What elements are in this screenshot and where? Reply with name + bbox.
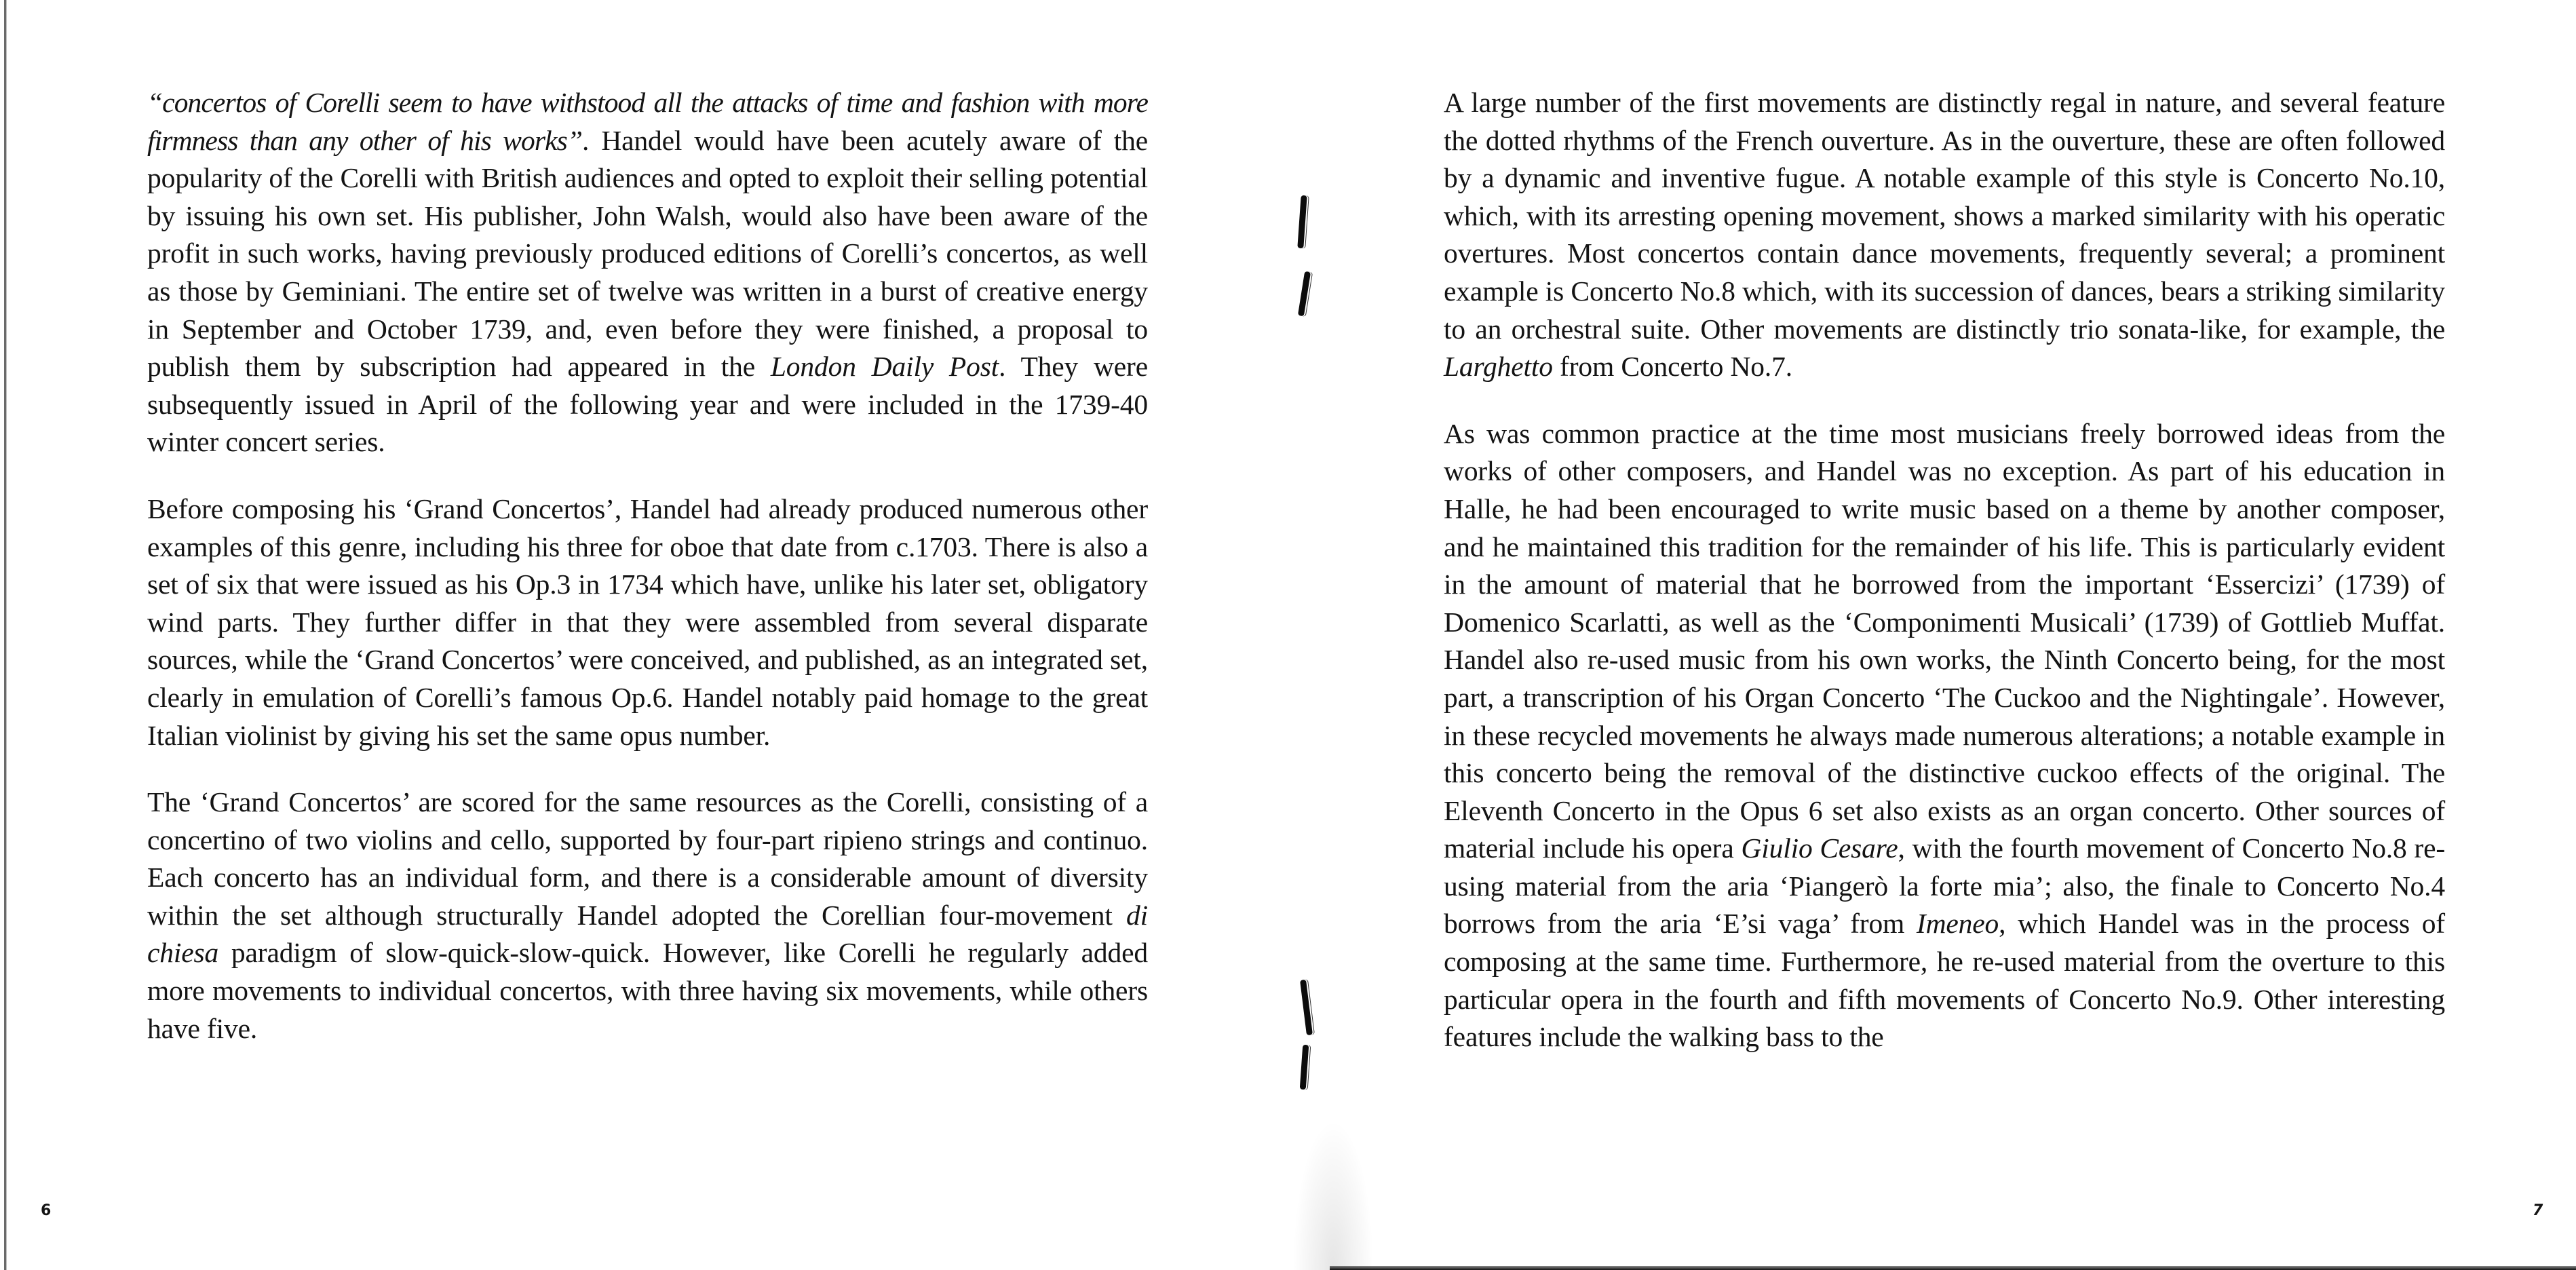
quotation-text: “concertos of Corelli seem to have withstood all the attacks of time and fashion with more firmness than any other of his works” [147, 87, 1148, 156]
paragraph-text: . Handel would have been acutely aware of the popularity of the Corelli with British audiences and opted to exploit their selling potential by issuing his own set. His publisher, John Walsh, would also have been aware of the profit in such works, having previously produced editions of Corelli’s concertos, as well as those by Geminiani. The entire set of twelve was written in a burst of creative energy in September and October 1739, and, even before they were finished, a proposal to publish them by subscription had appeared in the [147, 124, 1149, 383]
italic-title-text: London Daily Post [770, 351, 999, 383]
left-page-body [147, 84, 1148, 1077]
paragraph-text: Before composing his ‘Grand Concertos’, Handel had already produced numerous other examples of this genre, including his three for oboe that date from c.1703. There is also a set of six that were issued as his Op.3 in 1734 which have, unlike his later set, obligatory wind parts. They further differ in that they were assembled from several disparate sources, while the ‘Grand Concertos’ were conceived, and published, as an integrated set, clearly in emulation of Corelli’s famous Op.6. Handel notably paid homage to the great Italian violinist by giving his set the same opus number. [147, 493, 1148, 751]
paragraph-text: The ‘Grand Concertos’ are scored for the same resources as the Corelli, consisting of a concertino of two violins and cello, supported by four-part ripieno strings and continuo. Each concerto has an individual form, and there is a considerable amount of diversity within the set although structurally Handel adopted the Corellian four-movement [147, 786, 1148, 931]
staple-icon [1300, 980, 1313, 1035]
gutter-shadow [1292, 1119, 1374, 1270]
staple-icon [1297, 195, 1307, 248]
italic-title-text: Imeneo [1916, 908, 1999, 940]
paragraph-text: paradigm of slow-quick-slow-quick. However, like Corelli he regularly added more movements to individual concertos, with three having six movements, while others have five. [147, 937, 1148, 1044]
paragraph [147, 490, 1148, 754]
scan-bottom-edge [1330, 1266, 2576, 1270]
paragraph [1444, 84, 2445, 386]
page-number-left: 6 [41, 1202, 52, 1219]
right-page-body [1444, 84, 2445, 1085]
paragraph-text: , which Handel was in the process of composing at the same time. Furthermore, he re-used material from the overture to this particular opera in the fourth and fifth movements of Concerto No.9. Other interesting features include the walking bass to the [1444, 908, 2445, 1053]
scan-left-edge [4, 0, 7, 1270]
page-number-right: 7 [2533, 1202, 2543, 1219]
italic-title-text: Giulio Cesare [1741, 832, 1898, 864]
paragraph-text: , with the fourth movement of Concerto No.8 re-using material from the aria ‘Piangerò la forte mia’; also, the finale to Concerto No.4 borrows from the aria ‘E’si vaga’ from [1444, 832, 2446, 940]
paragraph-text: As was common practice at the time most musicians freely borrowed ideas from the works of other composers, and Handel was no exception. As part of his education in Halle, he had been encouraged to write music based on a theme by another composer, and he maintained this tradition for the remainder of his life. This is particularly evident in the amount of material that he borrowed from the important ‘Essercizi’ (1739) of Domenico Scarlatti, as well as the ‘Componimenti Musicali’ (1739) of Gottlieb Muffat. Handel also re-used music from his own works, the Ninth Concerto being, for the most part, a transcription of his Organ Concerto ‘The Cuckoo and the Nightingale’. However, in these recycled movements he always made numerous alterations; a notable example in this concerto being the removal of the distinctive cuckoo effects of the original. The Eleventh Concerto in the Opus 6 set also exists as an organ concerto. Other sources of material include his opera [1444, 417, 2445, 864]
paragraph [1444, 415, 2445, 1056]
staple-icon [1300, 1045, 1309, 1090]
staple-icon [1298, 271, 1311, 317]
italic-title-text: Larghetto [1444, 351, 1553, 383]
paragraph-text: . They were subsequently issued in April of the following year and were included in the 1739-40 winter concert series. [147, 351, 1148, 458]
paragraph [147, 784, 1148, 1047]
paragraph [147, 84, 1148, 461]
paragraph-text: from Concerto No.7. [1552, 351, 1792, 383]
italic-title-text: di chiesa [147, 899, 1148, 969]
paragraph-text: A large number of the first movements are distinctly regal in nature, and several feature the dotted rhythms of the French ouverture. As in the ouverture, these are often followed by a dynamic and inventive fugue. A notable example of this style is Concerto No.10, which, with its arresting opening movement, shows a marked similarity with his operatic overtures. Most concertos contain dance movements, frequently several; a prominent example is Concerto No.8 which, with its succession of dances, bears a striking similarity to an orchestral suite. Other movements are distinctly trio sonata-like, for example, the [1444, 87, 2445, 345]
